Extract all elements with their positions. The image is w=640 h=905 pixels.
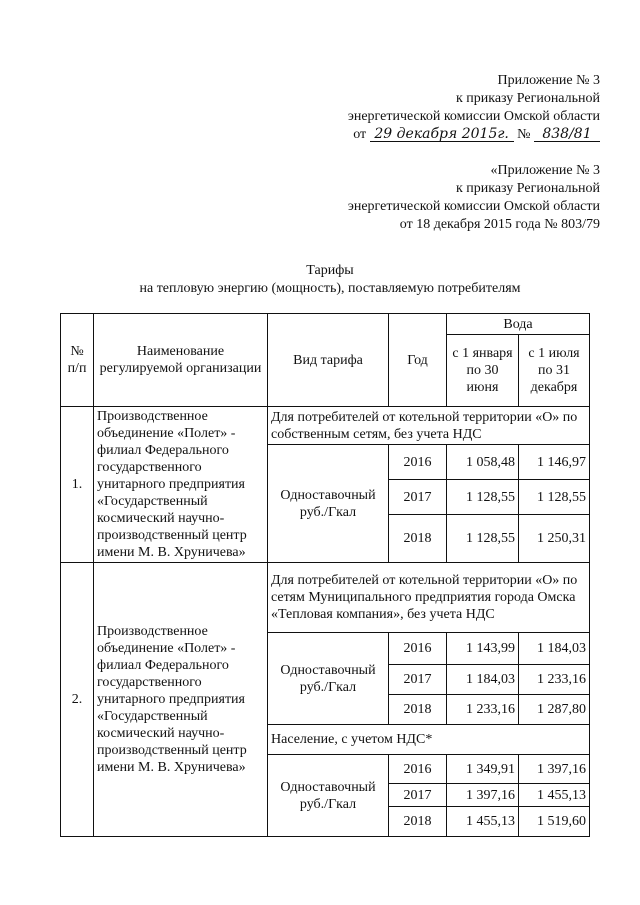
- year-cell: 2016: [389, 755, 447, 784]
- value-h2: 1 146,97: [519, 445, 590, 480]
- value-h2: 1 519,60: [519, 807, 590, 837]
- year-cell: 2017: [389, 480, 447, 515]
- handwritten-date: 29 декабря 2015г.: [370, 127, 514, 142]
- tariff-type: Одноставочный руб./Гкал: [268, 755, 389, 837]
- header-commission: энергетической комиссии Омской области: [347, 109, 600, 124]
- table-row: [61, 407, 590, 445]
- value-h2: 1 250,31: [519, 515, 590, 563]
- prev-commission: энергетической комиссии Омской области: [347, 199, 600, 214]
- prev-order-ref: к приказу Региональной: [455, 181, 600, 196]
- value-h1: 1 184,03: [447, 665, 519, 695]
- value-h2: 1 128,55: [519, 480, 590, 515]
- value-h1: 1 233,16: [447, 695, 519, 725]
- header-water: Вода: [447, 314, 590, 335]
- organization-name: Производственное объединение «Полет» - филиал Федерального государственного унитарного предприятия «Государственный космический научно-производственный центр имени М. В. Хруничева»: [94, 563, 268, 837]
- value-h1: 1 397,16: [447, 784, 519, 807]
- header-period-2: с 1 июля по 31 декабря: [519, 335, 590, 407]
- table-row: [61, 563, 590, 633]
- header-appendix: Приложение № 3: [497, 73, 600, 88]
- year-cell: 2018: [389, 807, 447, 837]
- year-cell: 2017: [389, 665, 447, 695]
- header-period-1: с 1 января по 30 июня: [447, 335, 519, 407]
- header-date-line: [348, 126, 600, 144]
- section-number: 2.: [61, 563, 94, 837]
- year-cell: 2016: [389, 633, 447, 665]
- handwritten-number: 838/81: [534, 127, 600, 142]
- title-main: Тарифы: [306, 263, 354, 278]
- header-row-1: [61, 314, 590, 335]
- section-number: 1.: [61, 407, 94, 563]
- value-h2: 1 455,13: [519, 784, 590, 807]
- order-header: [348, 72, 600, 144]
- consumer-category: Для потребителей от котельной территории «О» по сетям Муниципального предприятия города Омска «Тепловая компания», без учета НДС: [268, 563, 590, 633]
- header-tariff-type: Вид тарифа: [268, 314, 389, 407]
- value-h2: 1 233,16: [519, 665, 590, 695]
- year-cell: 2016: [389, 445, 447, 480]
- title-subtitle: на тепловую энергию (мощность), поставляемую потребителям: [139, 281, 521, 296]
- from-prefix: от: [353, 127, 367, 142]
- year-cell: 2018: [389, 515, 447, 563]
- value-h2: 1 184,03: [519, 633, 590, 665]
- tariff-table: [60, 313, 590, 837]
- header-year: Год: [389, 314, 447, 407]
- value-h2: 1 287,80: [519, 695, 590, 725]
- previous-order-header: [348, 162, 600, 234]
- header-org: Наименование регулируемой организации: [94, 314, 268, 407]
- tariff-type: Одноставочный руб./Гкал: [268, 445, 389, 563]
- value-h1: 1 455,13: [447, 807, 519, 837]
- prev-date-number: от 18 декабря 2015 года № 803/79: [399, 217, 600, 232]
- consumer-category: Население, с учетом НДС*: [268, 725, 590, 755]
- consumer-category: Для потребителей от котельной территории «О» по собственным сетям, без учета НДС: [268, 407, 590, 445]
- year-cell: 2018: [389, 695, 447, 725]
- organization-name: Производственное объединение «Полет» - филиал Федерального государственного унитарного предприятия «Государственный космический научно-производственный центр имени М. В. Хруничева»: [94, 407, 268, 563]
- value-h1: 1 143,99: [447, 633, 519, 665]
- prev-appendix: «Приложение № 3: [490, 163, 600, 178]
- document-title: [0, 262, 640, 298]
- header-order-ref: к приказу Региональной: [455, 91, 600, 106]
- year-cell: 2017: [389, 784, 447, 807]
- value-h1: 1 349,91: [447, 755, 519, 784]
- value-h1: 1 128,55: [447, 480, 519, 515]
- number-prefix: №: [517, 127, 531, 142]
- header-num: № п/п: [61, 314, 94, 407]
- value-h1: 1 128,55: [447, 515, 519, 563]
- value-h2: 1 397,16: [519, 755, 590, 784]
- value-h1: 1 058,48: [447, 445, 519, 480]
- tariff-type: Одноставочный руб./Гкал: [268, 633, 389, 725]
